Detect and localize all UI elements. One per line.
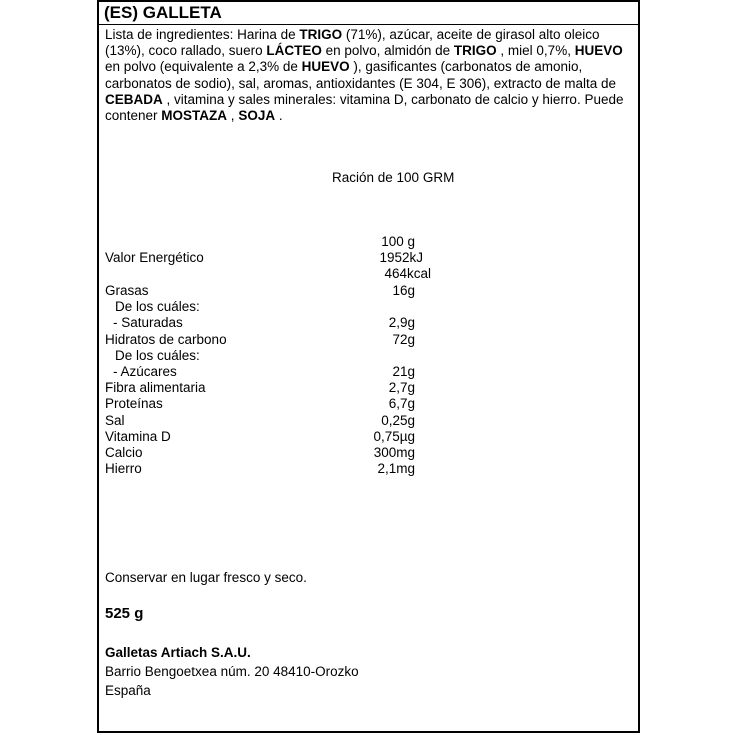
nutrient-label: Sal (105, 413, 125, 428)
nutrient-label: Hierro (105, 461, 142, 476)
ingredient-text: en polvo (equivalente a 2,3% de (105, 59, 302, 75)
nutrient-label: Vitamina D (105, 429, 171, 444)
nutrient-value: 2,1mg (377, 461, 415, 476)
nutrient-value: 0,25g (381, 413, 415, 428)
nutrient-value: 6,7g (388, 396, 415, 411)
nutrient-label: De los cuáles: (115, 299, 200, 314)
nutrient-value: 2,9g (388, 315, 415, 330)
allergen: HUEVO (301, 59, 350, 75)
ingredient-text: Lista de ingredientes: Harina de (105, 27, 300, 42)
column-header: 100 g (381, 234, 415, 249)
nutrient-value: 0,75µg (373, 429, 415, 444)
nutrient-label: De los cuáles: (115, 348, 200, 363)
product-title: (ES) GALLETA (104, 3, 222, 22)
nutrient-value (330, 348, 415, 364)
nutrient-label: Grasas (105, 283, 149, 298)
allergen: SOJA (238, 108, 276, 124)
nutrient-value: 2,7g (388, 380, 415, 395)
nutrient-value (330, 299, 415, 315)
ingredient-text: en polvo, almidón de (321, 43, 454, 59)
nutrient-value: 72g (392, 332, 415, 347)
allergen: HUEVO (574, 43, 623, 59)
manufacturer-country: España (105, 683, 151, 698)
allergen: TRIGO (453, 43, 497, 59)
energy-label: Valor Energético (105, 250, 204, 265)
ingredients-list (105, 27, 630, 124)
allergen: LÁCTEO (266, 43, 322, 59)
serving-label: Ración de 100 GRM (332, 170, 455, 185)
ingredient-text: , vitamina y sales minerales: vitamina D, carbonato de calcio y hierro. Puede contener (105, 91, 624, 124)
energy-kj-value: 1952kJ (379, 250, 423, 265)
ingredient-text: , miel 0,7%, (496, 43, 575, 59)
allergen: MOSTAZA (161, 108, 228, 124)
title-divider (97, 24, 640, 25)
ingredient-text: (71%), azúcar, aceite de girasol alto oleico (13%), coco rallado, suero (105, 27, 600, 59)
allergen: CEBADA (105, 91, 163, 107)
ingredient-text: ), gasificantes (carbonatos de amonio, carbonatos de sodio), sal, aromas, antioxidantes (E 304, E 306), extracto de malta de (105, 59, 617, 91)
nutrient-label: Proteínas (105, 396, 163, 411)
nutrient-label: - Azúcares (113, 364, 177, 379)
nutrient-label: Calcio (105, 445, 143, 460)
allergen: TRIGO (299, 27, 343, 42)
energy-kcal-value: 464kcal (384, 266, 431, 281)
nutrient-value: 21g (392, 364, 415, 379)
manufacturer-address: Barrio Bengoetxea núm. 20 48410-Orozko (105, 664, 359, 679)
nutrient-label: Fibra alimentaria (105, 380, 206, 395)
nutrient-label: Hidratos de carbono (105, 332, 227, 347)
net-weight: 525 g (105, 605, 144, 622)
manufacturer-name: Galletas Artiach S.A.U. (105, 645, 251, 660)
nutrient-value: 300mg (373, 445, 415, 460)
nutrient-label: - Saturadas (113, 315, 183, 330)
nutrient-value: 16g (392, 283, 415, 298)
ingredient-text: , (227, 108, 239, 124)
ingredient-text: . (275, 108, 283, 124)
storage-instructions: Conservar en lugar fresco y seco. (105, 570, 307, 585)
